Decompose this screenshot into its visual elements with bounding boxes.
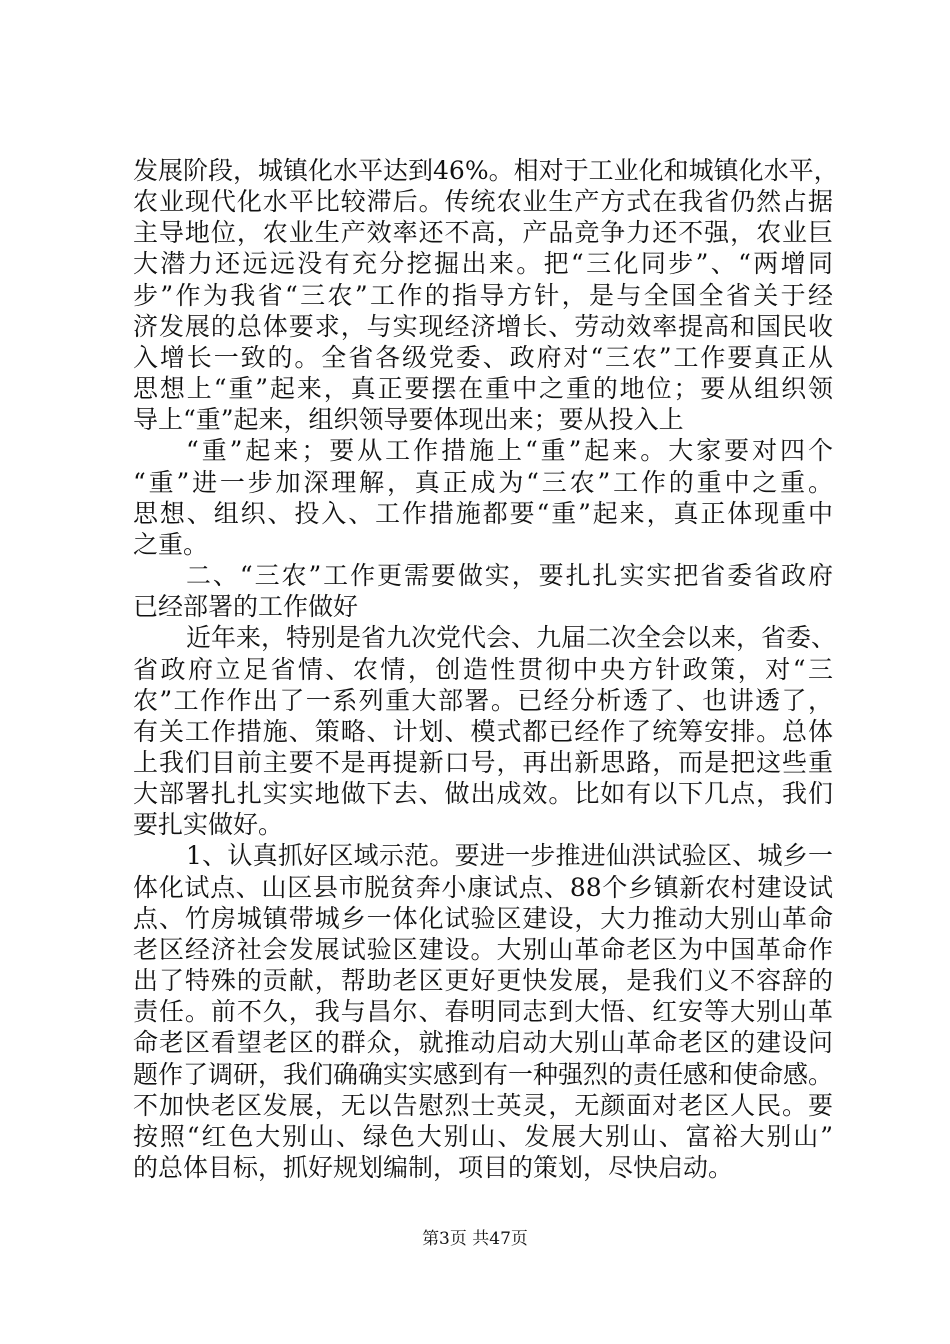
text-line: 责任。前不久，我与昌尔、春明同志到大悟、红安等大别山革 xyxy=(133,997,833,1026)
text-line: 体化试点、山区县市脱贫奔小康试点、88个乡镇新农村建设试 xyxy=(133,873,833,902)
text-line: 思想上“重”起来，真正要摆在重中之重的地位；要从组织领 xyxy=(133,374,833,403)
text-line: 按照“红色大别山、绿色大别山、发展大别山、富裕大别山” xyxy=(133,1122,833,1151)
text-line: 济发展的总体要求，与实现经济增长、劳动效率提高和国民收 xyxy=(133,312,833,341)
text-line: 主导地位，农业生产效率还不高，产品竞争力还不强，农业巨 xyxy=(133,218,833,247)
text-line: 农”工作作出了一系列重大部署。已经分析透了、也讲透了， xyxy=(133,686,833,715)
text-line: 省政府立足省情、农情，创造性贯彻中央方针政策，对“三 xyxy=(133,655,833,684)
text-line: 之重。 xyxy=(133,530,209,559)
text-line: 上我们目前主要不是再提新口号，再出新思路，而是把这些重 xyxy=(133,748,833,777)
text-line: 老区经济社会发展试验区建设。大别山革命老区为中国革命作 xyxy=(133,935,833,964)
text-line: 出了特殊的贡献，帮助老区更好更快发展，是我们义不容辞的 xyxy=(133,966,833,995)
text-line: 发展阶段，城镇化水平达到46%。相对于工业化和城镇化水平， xyxy=(133,156,839,185)
paragraph-start-line: 1、认真抓好区域示范。要进一步推进仙洪试验区、城乡一 xyxy=(186,841,833,870)
page-footer: 第3页 共47页 xyxy=(422,1229,528,1249)
section-heading-line: 二、“三农”工作更需要做实，要扎扎实实把省委省政府 xyxy=(186,561,833,590)
paragraph-start-line: “重”起来；要从工作措施上“重”起来。大家要对四个 xyxy=(186,436,833,465)
text-line: “重”进一步加深理解，真正成为“三农”工作的重中之重。 xyxy=(133,468,833,497)
text-line: 思想、组织、投入、工作措施都要“重”起来，真正体现重中 xyxy=(133,499,833,528)
text-line: 命老区看望老区的群众，就推动启动大别山革命老区的建设问 xyxy=(133,1028,833,1057)
text-line: 导上“重”起来，组织领导要体现出来；要从投入上 xyxy=(133,405,684,434)
section-heading-line: 已经部署的工作做好 xyxy=(133,592,359,621)
paragraph-start-line: 近年来，特别是省九次党代会、九届二次全会以来，省委、 xyxy=(186,623,837,652)
text-line: 大潜力还远远没有充分挖掘出来。把“三化同步”、“两增同 xyxy=(133,249,833,278)
text-line: 大部署扎扎实实地做下去、做出成效。比如有以下几点，我们 xyxy=(133,779,833,808)
text-line: 不加快老区发展，无以告慰烈士英灵，无颜面对老区人民。要 xyxy=(133,1091,833,1120)
text-line: 的总体目标，抓好规划编制，项目的策划，尽快启动。 xyxy=(133,1153,734,1182)
text-line: 入增长一致的。全省各级党委、政府对“三农”工作要真正从 xyxy=(133,343,833,372)
text-line: 有关工作措施、策略、计划、模式都已经作了统筹安排。总体 xyxy=(133,717,833,746)
text-line: 步”作为我省“三农”工作的指导方针，是与全国全省关于经 xyxy=(133,281,833,310)
text-line: 农业现代化水平比较滞后。传统农业生产方式在我省仍然占据 xyxy=(133,187,833,216)
text-line: 题作了调研，我们确确实实感到有一种强烈的责任感和使命感。 xyxy=(133,1060,834,1089)
text-line: 点、竹房城镇带城乡一体化试验区建设，大力推动大别山革命 xyxy=(133,904,833,933)
text-line: 要扎实做好。 xyxy=(133,810,284,839)
